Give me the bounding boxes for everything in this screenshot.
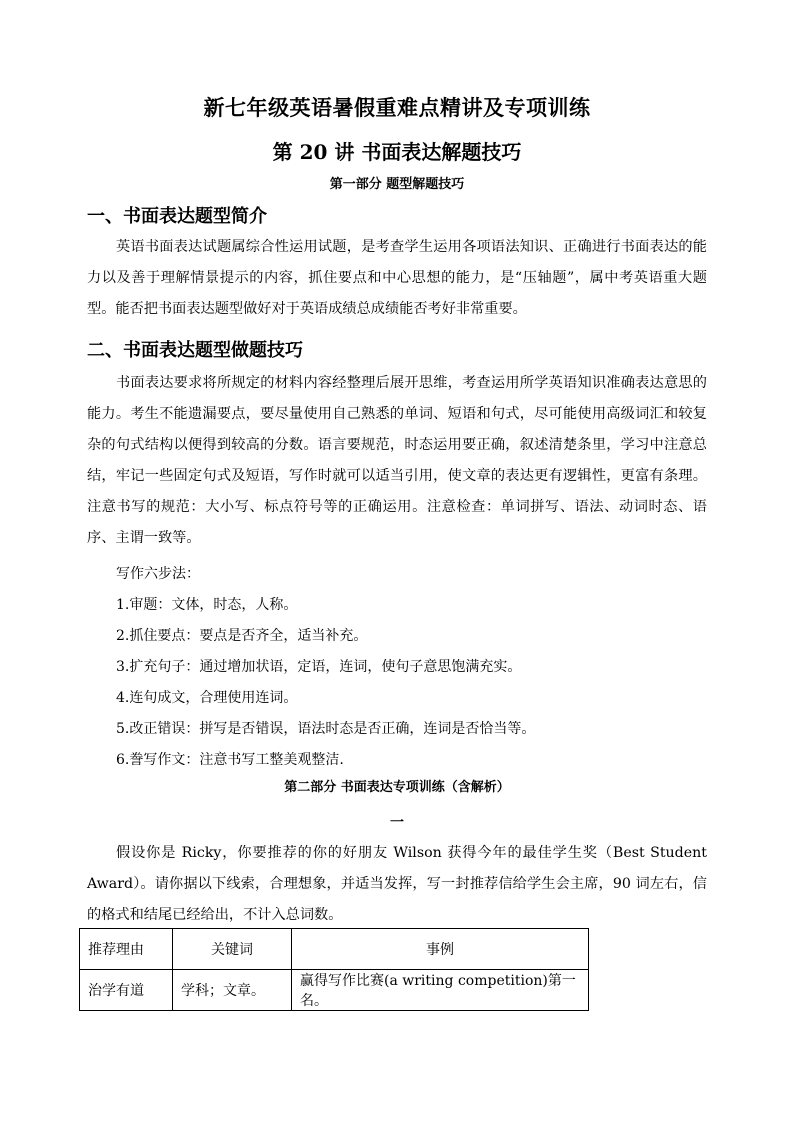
steps-title: 写作六步法： <box>116 566 200 582</box>
exercise-paragraph: 假设你是 Ricky，你要推荐的你的好朋友 Wilson 获得今年的最佳学生奖（Best Student Award）。请你据以下线索，合理想象，并适当发挥，写一封推荐信给学生会主席，90 词左右，信的格式和结尾已经给出，不计入总词数。 <box>87 845 707 923</box>
part-two-heading: 第二部分 书面表达专项训练（含解析） <box>284 780 510 795</box>
table-cell: 赢得写作比赛(a writing competition)第一名。 <box>292 970 589 1011</box>
section-one-paragraph: 英语书面表达试题属综合性运用试题，是考查学生运用各项语法知识、正确进行书面表达的能力以及善于理解情景提示的内容，抓住要点和中心思想的能力，是“压轴题”，属中考英语重大题型。能否把书面表达题型做好对于英语成绩总成绩能否考好非常重要。 <box>87 239 707 317</box>
table-cell: 学科；文章。 <box>173 970 292 1011</box>
table-cell: 治学有道 <box>80 970 173 1011</box>
section-two-heading: 二、书面表达题型做题技巧 <box>87 340 303 361</box>
table-header-cell: 关键词 <box>173 929 292 970</box>
step-item: 6.誊写作文：注意书写工整美观整洁. <box>116 752 344 768</box>
table-header-row <box>80 929 589 970</box>
table-header-cell: 推荐理由 <box>80 929 173 970</box>
lesson-subtitle: 第 20 讲 书面表达解题技巧 <box>272 140 522 164</box>
step-item: 3.扩充句子：通过增加状语，定语，连词，使句子意思饱满充实。 <box>116 659 522 675</box>
exercise-number: 一 <box>390 815 404 831</box>
section-one-heading: 一、书面表达题型简介 <box>87 206 267 227</box>
step-item: 1.审题：文体，时态，人称。 <box>116 597 298 613</box>
recommendation-table <box>79 928 589 1011</box>
step-item: 5.改正错误：拼写是否错误，语法时态是否正确，连词是否恰当等。 <box>116 721 536 737</box>
section-two-paragraph: 书面表达要求将所规定的材料内容经整理后展开思维，考查运用所学英语知识准确表达意思的能力。考生不能遗漏要点，要尽量使用自己熟悉的单词、短语和句式，尽可能使用高级词汇和较复杂的句式结构以便得到较高的分数。语言要规范，时态运用要正确，叙述清楚条里，学习中注意总结，牢记一些固定句式及短语，写作时就可以适当引用，使文章的表达更有逻辑性，更富有条理。注意书写的规范：大小写、标点符号等的正确运用。注意检查：单词拼写、语法、动词时态、语序、主谓一致等。 <box>87 375 707 546</box>
step-item: 4.连句成文，合理使用连词。 <box>116 690 298 706</box>
step-item: 2.抓住要点：要点是否齐全，适当补充。 <box>116 628 368 644</box>
part-one-heading: 第一部分 题型解题技巧 <box>329 177 465 192</box>
document-title: 新七年级英语暑假重难点精讲及专项训练 <box>203 95 591 120</box>
table-row <box>80 970 589 1011</box>
table-header-cell: 事例 <box>292 929 589 970</box>
